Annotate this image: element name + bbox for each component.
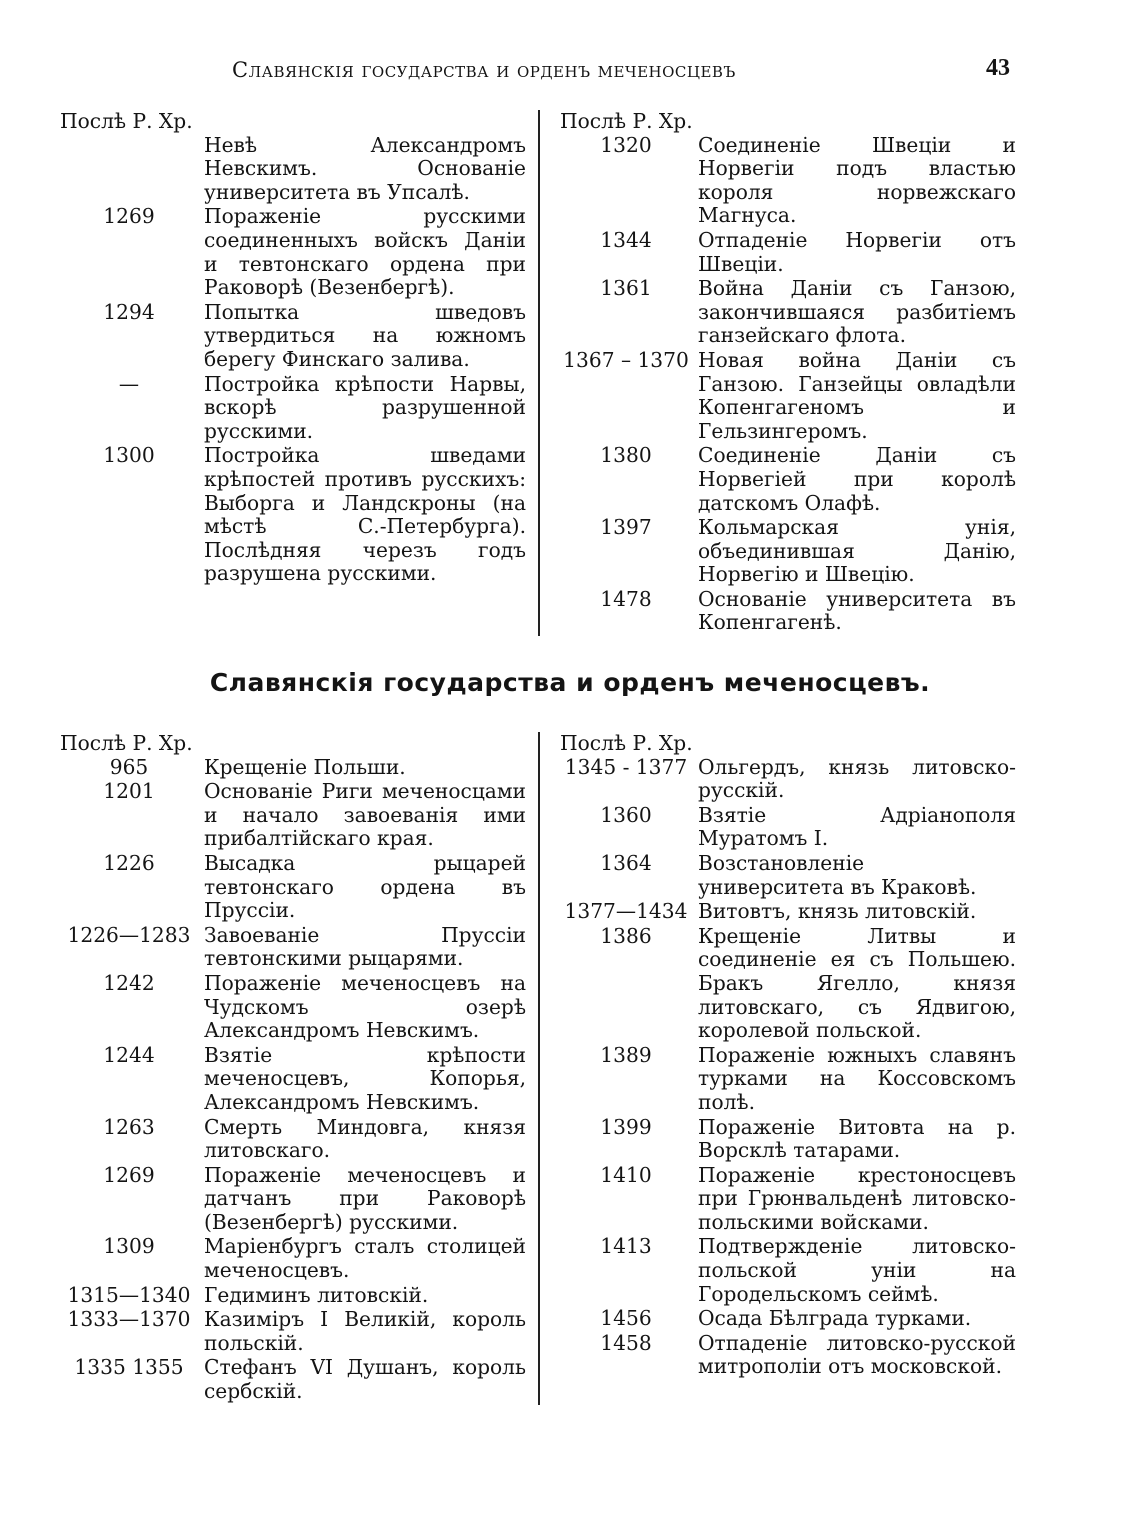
entry-text: Казиміръ I Великій, король польскій. <box>204 1307 526 1355</box>
entry-text: Пораженіе меченосцевъ на Чудскомъ озерѣ Александромъ Невскимъ. <box>204 970 526 1043</box>
entry-year: 1377—1434 <box>564 899 688 924</box>
entry-text: Пораженіе меченосцевъ и датчанъ при Раковорѣ (Везенбергѣ) русскими. <box>204 1162 526 1234</box>
chronology-entry <box>60 1044 538 1115</box>
entry-text: Кольмарская унія, объединившая Данію, Норвегію и Швецію. <box>698 515 1016 587</box>
chronology-entry <box>60 852 538 923</box>
chronology-entry <box>560 1307 1034 1331</box>
entry-text: Высадка рыцарей тевтонскаго ордена въ Пруссіи. <box>204 850 526 923</box>
entry-year: 1269 <box>103 1162 155 1187</box>
entry-text: Война Даніи съ Ганзою, закончившаяся разбитіемъ ганзейскаго флота. <box>698 276 1016 348</box>
entry-text: Взятіе Адріанополя Муратомъ I. <box>698 802 1016 851</box>
chronology-entry <box>60 373 538 444</box>
era-label: Послѣ Р. Хр. <box>560 731 693 755</box>
chronology-entry <box>560 1235 1034 1306</box>
entry-text: Пораженіе южныхъ славянъ турками на Коссовскомъ полѣ. <box>698 1042 1016 1114</box>
running-title: Славянскія государства и орденъ меченосцевъ <box>232 58 736 82</box>
entry-year: 1380 <box>600 443 652 468</box>
column-right <box>554 110 1034 636</box>
chronology-entry <box>560 516 1034 587</box>
entry-year: 1344 <box>600 227 652 252</box>
entry-text: Смерть Миндовга, князя литовскаго. <box>204 1114 526 1163</box>
entry-text: Новая война Даніи съ Ганзою. Ганзейцы овладѣли Копенгагеномъ и Гельзингеромъ. <box>698 347 1016 443</box>
chronology-entry <box>60 1164 538 1235</box>
entry-text: Гедиминъ литовскій. <box>204 1282 429 1307</box>
column-right <box>554 732 1034 1405</box>
entry-text: Завоеваніе Пруссіи тевтонскими рыцарями. <box>204 922 526 971</box>
entry-text: Маріенбургъ сталъ столицей меченосцевъ. <box>204 1234 526 1283</box>
entry-year: 965 <box>109 754 149 779</box>
entry-text: Пораженіе русскими соединенныхъ войскъ Даніи и тевтонскаго ордена при Раковорѣ (Везенбергѣ). <box>204 204 526 300</box>
chronology-entry <box>60 1356 538 1403</box>
entry-text: Соединеніе Даніи съ Норвегіей при королѣ датскомъ Олафѣ. <box>698 443 1016 515</box>
entry-text: Соединеніе Швеціи и Норвегіи подъ властью короля норвежскаго Магнуса. <box>698 132 1016 228</box>
column-left <box>60 732 540 1405</box>
entry-year: 1386 <box>600 923 652 948</box>
entry-year: 1413 <box>600 1234 652 1259</box>
entry-year: 1242 <box>103 970 155 995</box>
entry-year: 1333—1370 <box>67 1307 191 1332</box>
entry-year: 1397 <box>600 515 652 540</box>
chronology-entry <box>60 1116 538 1163</box>
entry-year: 1300 <box>103 443 155 468</box>
entry-year: 1263 <box>103 1114 155 1139</box>
chronology-section-2 <box>60 732 1040 1405</box>
entry-year: 1410 <box>600 1162 652 1187</box>
entry-text: Подтвержденіе литовско-польской уніи на Городельскомъ сеймѣ. <box>698 1234 1016 1306</box>
entry-text: Постройка шведами крѣпостей противъ русскихъ: Выборга и Ландскроны (на мѣстѣ С.-Петербурга). Послѣдняя черезъ годъ разрушена русскими. <box>204 443 526 586</box>
entry-text: Крещеніе Польши. <box>204 754 406 779</box>
entry-text: Взятіе крѣпости меченосцевъ, Копорья, Александромъ Невскимъ. <box>204 1042 526 1114</box>
entry-year: — <box>118 371 140 396</box>
chronology-entry <box>60 756 538 780</box>
chronology-entry <box>560 1164 1034 1235</box>
entry-text: Возстановленіе университета въ Краковѣ. <box>698 850 977 899</box>
entry-text: Невѣ Александромъ Невскимъ. Основаніе университета въ Упсалѣ. <box>204 132 526 204</box>
entry-year: 1315—1340 <box>67 1282 191 1307</box>
entry-text: Пораженіе Витовта на р. Ворсклѣ татарами. <box>698 1114 1016 1163</box>
chronology-entry <box>560 925 1034 1043</box>
entry-year: 1244 <box>103 1042 155 1067</box>
entry-year <box>60 134 204 205</box>
entry-year: 1294 <box>103 299 155 324</box>
page-number: 43 <box>986 55 1010 81</box>
chronology-entry <box>60 444 538 586</box>
entry-year: 1478 <box>600 586 652 611</box>
chronology-entry <box>60 301 538 372</box>
entry-text: Отпаденіе Норвегіи отъ Швеціи. <box>698 227 1016 276</box>
entry-year: 1269 <box>103 204 155 229</box>
chronology-entry <box>560 588 1034 635</box>
chronology-entry <box>560 804 1034 851</box>
entry-text: Основаніе университета въ Копенгагенѣ. <box>698 586 1016 635</box>
entry-text: Основаніе Риги меченосцами и начало завоеванія ими прибалтійскаго края. <box>204 779 526 851</box>
chronology-entry <box>560 756 1034 803</box>
entry-year: 1389 <box>600 1042 652 1067</box>
chronology-entry <box>60 1308 538 1355</box>
era-label: Послѣ Р. Хр. <box>60 109 193 133</box>
entry-year: 1226—1283 <box>67 922 191 947</box>
entry-year: 1226 <box>103 850 155 875</box>
entry-text: Витовтъ, князь литовскій. <box>698 899 977 924</box>
chronology-entry <box>560 1332 1034 1379</box>
chronology-entry <box>60 924 538 971</box>
chronology-entry <box>560 277 1034 348</box>
chronology-entry <box>60 134 538 205</box>
chronology-entry <box>60 1235 538 1282</box>
entry-year: 1320 <box>600 132 652 157</box>
entry-year: 1458 <box>600 1330 652 1355</box>
entry-year: 1456 <box>600 1306 652 1331</box>
entry-text: Крещеніе Литвы и соединеніе ея съ Польшею. Бракъ Ягелло, князя литовскаго, съ Ядвигою, королевой польской. <box>698 923 1016 1043</box>
chronology-entry <box>60 1284 538 1308</box>
chronology-entry <box>560 444 1034 515</box>
entry-text: Стефанъ VI Душанъ, король сербскій. <box>204 1355 526 1404</box>
section-heading: Славянскія государства и орденъ меченосцевъ. <box>209 668 931 697</box>
entry-year: 1201 <box>103 779 155 804</box>
entry-year: 1360 <box>600 802 652 827</box>
entry-year: 1335 1355 <box>74 1355 184 1380</box>
era-label: Послѣ Р. Хр. <box>60 731 193 755</box>
entry-text: Постройка крѣпости Нарвы, вскорѣ разрушенной русскими. <box>204 371 526 443</box>
chronology-entry <box>60 972 538 1043</box>
chronology-entry <box>60 780 538 851</box>
chronology-entry <box>560 134 1034 228</box>
entry-text: Попытка шведовъ утвердиться на южномъ берегу Финскаго залива. <box>204 299 526 371</box>
entry-text: Ольгердъ, князь литовско-русскій. <box>698 754 1016 803</box>
chronology-entry <box>60 205 538 299</box>
entry-year: 1399 <box>600 1114 652 1139</box>
chronology-entry <box>560 229 1034 276</box>
chronology-section-1 <box>60 110 1040 636</box>
chronology-entry <box>560 349 1034 443</box>
column-left <box>60 110 540 636</box>
entry-year: 1361 <box>600 276 652 301</box>
entry-year: 1367 – 1370 <box>563 347 689 372</box>
entry-year: 1364 <box>600 850 652 875</box>
chronology-entry <box>560 900 1034 924</box>
entry-text: Осада Бѣлграда турками. <box>698 1306 972 1331</box>
entry-year: 1345 - 1377 <box>564 754 688 779</box>
era-label: Послѣ Р. Хр. <box>560 109 693 133</box>
chronology-entry <box>560 852 1034 899</box>
entry-year: 1309 <box>103 1234 155 1259</box>
chronology-entry <box>560 1116 1034 1163</box>
chronology-entry <box>560 1044 1034 1115</box>
entry-text: Отпаденіе литовско-русской митрополіи отъ московской. <box>698 1330 1016 1379</box>
entry-text: Пораженіе крестоносцевъ при Грюнвальденѣ литовско-польскими войсками. <box>698 1162 1016 1234</box>
